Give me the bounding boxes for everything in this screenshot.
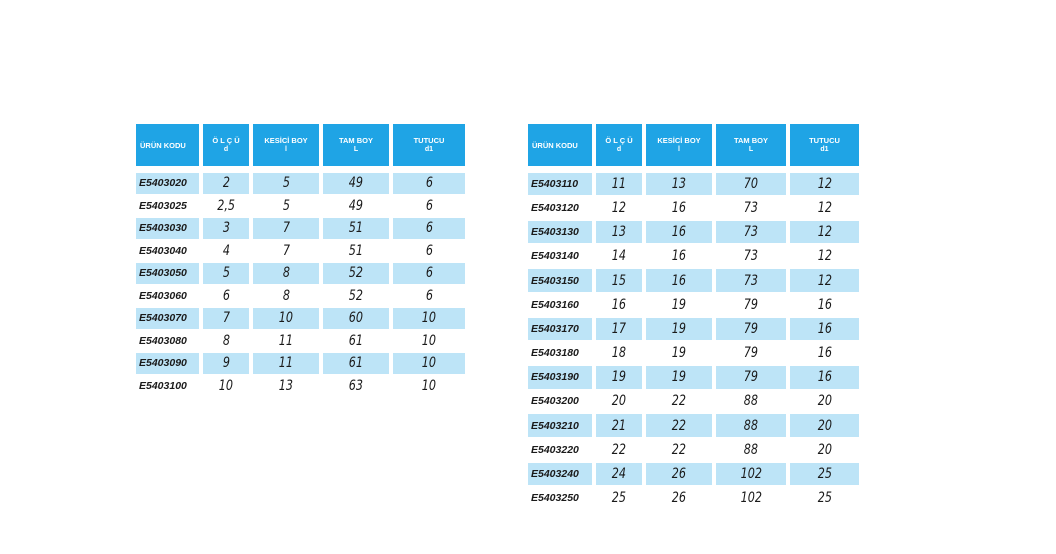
cell-product-code bbox=[528, 366, 592, 389]
cell-total-length bbox=[323, 308, 389, 329]
cell-holder-text: 25 bbox=[817, 466, 832, 482]
cell-total-length-text: 60 bbox=[348, 310, 364, 326]
cell-holder-text: 16 bbox=[817, 296, 832, 313]
cell-size bbox=[203, 240, 249, 261]
cell-total-length-text: 79 bbox=[743, 320, 759, 337]
cell-total-length-text: 88 bbox=[743, 393, 759, 410]
table-row bbox=[136, 195, 465, 218]
cell-product-code-text: E5403070 bbox=[139, 312, 187, 324]
header-product-code: ÜRÜN KODU bbox=[136, 124, 199, 166]
cell-size-text: 22 bbox=[611, 441, 627, 458]
cell-product-code bbox=[136, 195, 199, 216]
cell-total-length-text: 73 bbox=[743, 224, 759, 241]
cell-cutting-length-text: 10 bbox=[278, 310, 294, 326]
cell-cutting-length bbox=[646, 269, 712, 292]
cell-holder bbox=[790, 293, 859, 316]
cell-holder bbox=[393, 218, 465, 239]
cell-product-code-text: E5403250 bbox=[531, 492, 579, 505]
header-total-length: TAM BOY L bbox=[716, 124, 786, 166]
cell-holder bbox=[790, 173, 859, 196]
table-row bbox=[136, 375, 465, 398]
cell-size-text: 17 bbox=[611, 320, 627, 337]
cell-total-length-text: 102 bbox=[740, 466, 762, 482]
cell-holder-text: 6 bbox=[425, 175, 433, 191]
cell-product-code bbox=[136, 308, 199, 329]
cell-total-length-text: 79 bbox=[743, 296, 759, 313]
cell-size-text: 14 bbox=[611, 248, 627, 265]
cell-size bbox=[203, 308, 249, 329]
cell-holder bbox=[393, 285, 465, 306]
cell-size bbox=[203, 285, 249, 306]
cell-product-code-text: E5403090 bbox=[139, 357, 187, 369]
table-row bbox=[528, 414, 859, 438]
cell-size bbox=[596, 293, 642, 316]
table-row bbox=[528, 172, 859, 196]
table-row bbox=[136, 172, 465, 195]
table-row bbox=[528, 269, 859, 293]
cell-size bbox=[596, 197, 642, 220]
cell-cutting-length-text: 19 bbox=[671, 296, 687, 313]
cell-size-text: 25 bbox=[611, 490, 627, 507]
cell-cutting-length-text: 22 bbox=[671, 441, 687, 458]
cell-size-text: 2 bbox=[222, 175, 230, 191]
cell-total-length-text: 51 bbox=[348, 220, 364, 236]
cell-total-length-text: 49 bbox=[348, 175, 364, 191]
cell-cutting-length-text: 7 bbox=[282, 242, 290, 259]
header-total-length: TAM BOY L bbox=[323, 124, 389, 166]
cell-holder bbox=[790, 318, 859, 341]
cell-size bbox=[203, 218, 249, 239]
cell-size-text: 4 bbox=[222, 242, 230, 259]
cell-size-text: 10 bbox=[218, 377, 234, 394]
cell-cutting-length bbox=[646, 487, 712, 510]
cell-size bbox=[596, 463, 642, 486]
cell-total-length bbox=[323, 173, 389, 194]
cell-product-code bbox=[136, 375, 199, 396]
cell-size-text: 19 bbox=[611, 369, 627, 386]
cell-total-length bbox=[716, 390, 786, 413]
cell-size bbox=[203, 263, 249, 284]
cell-holder bbox=[393, 353, 465, 374]
cell-total-length bbox=[716, 197, 786, 220]
table-row bbox=[528, 245, 859, 269]
cell-size bbox=[596, 221, 642, 244]
cell-product-code bbox=[528, 439, 592, 462]
header-size: Ö L Ç Ü d bbox=[596, 124, 642, 166]
cell-size-text: 7 bbox=[222, 310, 230, 326]
cell-size bbox=[596, 245, 642, 268]
cell-holder bbox=[393, 263, 465, 284]
cell-total-length-text: 79 bbox=[743, 369, 759, 386]
cell-cutting-length bbox=[646, 221, 712, 244]
cell-size bbox=[596, 487, 642, 510]
cell-holder bbox=[393, 375, 465, 396]
cell-total-length bbox=[323, 195, 389, 216]
cell-holder-text: 10 bbox=[421, 377, 437, 394]
cell-total-length-text: 61 bbox=[348, 332, 364, 349]
cell-cutting-length bbox=[253, 173, 319, 194]
cell-product-code bbox=[528, 269, 592, 292]
header-holder: TUTUCU d1 bbox=[790, 124, 859, 166]
cell-size-text: 16 bbox=[611, 296, 627, 313]
cell-cutting-length-text: 16 bbox=[671, 248, 687, 265]
cell-holder bbox=[790, 197, 859, 220]
cell-cutting-length-text: 16 bbox=[671, 272, 687, 289]
header-cutting-length: KESİCİ BOY l bbox=[253, 124, 319, 166]
cell-cutting-length-text: 26 bbox=[671, 490, 687, 507]
cell-product-code bbox=[528, 342, 592, 365]
cell-size bbox=[203, 353, 249, 374]
cell-product-code-text: E5403040 bbox=[139, 244, 187, 257]
cell-product-code bbox=[136, 240, 199, 261]
cell-product-code bbox=[528, 173, 592, 196]
table-row bbox=[528, 220, 859, 244]
cell-total-length-text: 52 bbox=[348, 287, 364, 304]
cell-cutting-length-text: 11 bbox=[278, 355, 294, 371]
cell-holder-text: 20 bbox=[817, 417, 832, 434]
cell-size-text: 24 bbox=[611, 466, 627, 482]
cell-cutting-length bbox=[646, 245, 712, 268]
cell-holder bbox=[790, 463, 859, 486]
cell-cutting-length-text: 13 bbox=[671, 175, 687, 192]
cell-size-text: 20 bbox=[611, 393, 627, 410]
table-row bbox=[528, 366, 859, 390]
cell-product-code-text: E5403030 bbox=[139, 222, 187, 234]
cell-cutting-length bbox=[646, 414, 712, 437]
cell-total-length-text: 88 bbox=[743, 441, 759, 458]
cell-size bbox=[596, 414, 642, 437]
cell-product-code bbox=[528, 463, 592, 486]
cell-size bbox=[203, 330, 249, 351]
table-row bbox=[136, 240, 465, 263]
cell-size bbox=[203, 195, 249, 216]
cell-cutting-length-text: 11 bbox=[278, 332, 294, 349]
cell-total-length bbox=[323, 285, 389, 306]
cell-holder bbox=[790, 439, 859, 462]
table-row bbox=[136, 262, 465, 285]
table-row bbox=[528, 293, 859, 317]
cell-holder-text: 16 bbox=[817, 369, 832, 386]
cell-holder-text: 12 bbox=[817, 199, 832, 216]
cell-cutting-length bbox=[253, 263, 319, 284]
cell-product-code-text: E5403130 bbox=[531, 226, 579, 239]
cell-total-length-text: 73 bbox=[743, 199, 759, 216]
cell-total-length-text: 73 bbox=[743, 272, 759, 289]
cell-total-length bbox=[716, 221, 786, 244]
cell-product-code-text: E5403025 bbox=[139, 199, 187, 212]
header-size: Ö L Ç Ü d bbox=[203, 124, 249, 166]
cell-product-code-text: E5403180 bbox=[531, 347, 579, 360]
cell-cutting-length bbox=[253, 218, 319, 239]
table-header bbox=[528, 124, 859, 166]
cell-size-text: 13 bbox=[611, 224, 627, 241]
cell-product-code-text: E5403050 bbox=[139, 267, 187, 279]
cell-holder bbox=[393, 195, 465, 216]
cell-holder-text: 20 bbox=[817, 393, 832, 410]
cell-total-length-text: 73 bbox=[743, 248, 759, 265]
table-row bbox=[528, 196, 859, 220]
table-row bbox=[528, 390, 859, 414]
cell-size bbox=[596, 439, 642, 462]
cell-total-length bbox=[323, 263, 389, 284]
cell-holder bbox=[790, 342, 859, 365]
cell-holder-text: 6 bbox=[425, 265, 433, 281]
cell-holder-text: 6 bbox=[425, 220, 433, 236]
cell-total-length bbox=[716, 173, 786, 196]
cell-product-code-text: E5403080 bbox=[139, 334, 187, 347]
cell-product-code-text: E5403140 bbox=[531, 250, 579, 263]
table-row bbox=[136, 330, 465, 353]
cell-cutting-length bbox=[646, 366, 712, 389]
cell-product-code bbox=[136, 218, 199, 239]
cell-product-code-text: E5403020 bbox=[139, 177, 187, 189]
cell-product-code bbox=[136, 263, 199, 284]
cell-cutting-length-text: 8 bbox=[282, 265, 290, 281]
cell-product-code-text: E5403200 bbox=[531, 395, 579, 408]
cell-size bbox=[596, 390, 642, 413]
product-table-right bbox=[528, 124, 859, 511]
cell-holder-text: 12 bbox=[817, 224, 832, 241]
cell-total-length bbox=[716, 245, 786, 268]
cell-total-length bbox=[716, 463, 786, 486]
cell-cutting-length-text: 19 bbox=[671, 320, 687, 337]
cell-product-code bbox=[528, 293, 592, 316]
cell-holder bbox=[790, 487, 859, 510]
cell-cutting-length bbox=[253, 285, 319, 306]
cell-total-length-text: 88 bbox=[743, 417, 759, 434]
cell-total-length bbox=[323, 218, 389, 239]
cell-cutting-length-text: 7 bbox=[282, 220, 290, 236]
cell-product-code bbox=[528, 414, 592, 437]
cell-cutting-length-text: 5 bbox=[282, 175, 290, 191]
cell-holder bbox=[790, 366, 859, 389]
cell-cutting-length-text: 19 bbox=[671, 369, 687, 386]
cell-total-length-text: 61 bbox=[348, 355, 364, 371]
cell-size-text: 8 bbox=[222, 332, 230, 349]
cell-cutting-length bbox=[646, 173, 712, 196]
table-row bbox=[528, 486, 859, 510]
cell-size bbox=[203, 375, 249, 396]
cell-cutting-length-text: 26 bbox=[671, 466, 687, 482]
cell-cutting-length bbox=[646, 293, 712, 316]
cell-product-code-text: E5403170 bbox=[531, 322, 579, 335]
header-holder: TUTUCU d1 bbox=[393, 124, 465, 166]
cell-size-text: 2,5 bbox=[217, 197, 235, 214]
cell-holder bbox=[393, 173, 465, 194]
cell-holder-text: 10 bbox=[421, 310, 437, 326]
table-header bbox=[136, 124, 465, 166]
cell-total-length-text: 70 bbox=[743, 175, 759, 192]
cell-total-length bbox=[323, 330, 389, 351]
cell-product-code bbox=[528, 197, 592, 220]
cell-cutting-length-text: 16 bbox=[671, 224, 687, 241]
cell-cutting-length bbox=[646, 342, 712, 365]
cell-cutting-length-text: 16 bbox=[671, 199, 687, 216]
cell-holder-text: 16 bbox=[817, 320, 832, 337]
cell-product-code-text: E5403160 bbox=[531, 298, 579, 311]
cell-cutting-length-text: 22 bbox=[671, 417, 687, 434]
cell-total-length-text: 49 bbox=[348, 197, 364, 214]
product-table-left bbox=[136, 124, 465, 397]
cell-total-length bbox=[716, 414, 786, 437]
table-row bbox=[136, 217, 465, 240]
cell-product-code-text: E5403220 bbox=[531, 443, 579, 456]
cell-size-text: 3 bbox=[222, 220, 230, 236]
cell-size bbox=[596, 366, 642, 389]
cell-holder bbox=[393, 240, 465, 261]
cell-size-text: 5 bbox=[222, 265, 230, 281]
cell-size bbox=[596, 342, 642, 365]
cell-holder bbox=[393, 330, 465, 351]
cell-holder-text: 12 bbox=[817, 248, 832, 265]
cell-size bbox=[203, 173, 249, 194]
cell-holder bbox=[790, 245, 859, 268]
table-row bbox=[528, 438, 859, 462]
table-row bbox=[136, 307, 465, 330]
cell-product-code bbox=[136, 285, 199, 306]
cell-product-code-text: E5403120 bbox=[531, 201, 579, 214]
cell-total-length bbox=[323, 375, 389, 396]
cell-holder-text: 12 bbox=[817, 175, 832, 192]
header-product-code: ÜRÜN KODU bbox=[528, 124, 592, 166]
cell-cutting-length-text: 5 bbox=[282, 197, 290, 214]
cell-product-code-text: E5403060 bbox=[139, 289, 187, 302]
cell-cutting-length bbox=[646, 390, 712, 413]
cell-holder-text: 20 bbox=[817, 441, 832, 458]
cell-total-length-text: 52 bbox=[348, 265, 364, 281]
table-row bbox=[528, 462, 859, 486]
cell-total-length bbox=[323, 353, 389, 374]
table-row bbox=[136, 352, 465, 375]
cell-total-length bbox=[716, 318, 786, 341]
table-row bbox=[136, 285, 465, 308]
cell-product-code-text: E5403210 bbox=[531, 419, 579, 432]
cell-size-text: 21 bbox=[611, 417, 627, 434]
cell-size bbox=[596, 318, 642, 341]
cell-size-text: 12 bbox=[611, 199, 627, 216]
header-cutting-length: KESİCİ BOY l bbox=[646, 124, 712, 166]
cell-cutting-length bbox=[646, 439, 712, 462]
cell-product-code-text: E5403240 bbox=[531, 468, 579, 480]
cell-total-length bbox=[716, 439, 786, 462]
cell-holder-text: 6 bbox=[425, 242, 433, 259]
cell-total-length bbox=[716, 269, 786, 292]
cell-size-text: 6 bbox=[222, 287, 230, 304]
table-row bbox=[528, 317, 859, 341]
cell-cutting-length bbox=[253, 330, 319, 351]
cell-size-text: 18 bbox=[611, 345, 627, 362]
cell-holder bbox=[790, 414, 859, 437]
cell-holder-text: 25 bbox=[817, 490, 832, 507]
cell-cutting-length bbox=[253, 375, 319, 396]
cell-product-code bbox=[528, 487, 592, 510]
cell-size bbox=[596, 269, 642, 292]
table-row bbox=[528, 341, 859, 365]
cell-product-code-text: E5403110 bbox=[531, 177, 579, 190]
cell-cutting-length-text: 22 bbox=[671, 393, 687, 410]
cell-holder-text: 12 bbox=[817, 272, 832, 289]
cell-size-text: 9 bbox=[222, 355, 230, 371]
cell-total-length bbox=[323, 240, 389, 261]
cell-total-length bbox=[716, 342, 786, 365]
cell-total-length-text: 63 bbox=[348, 377, 364, 394]
cell-holder bbox=[393, 308, 465, 329]
cell-total-length-text: 51 bbox=[348, 242, 364, 259]
cell-cutting-length bbox=[646, 318, 712, 341]
cell-total-length bbox=[716, 366, 786, 389]
cell-holder-text: 6 bbox=[425, 287, 433, 304]
cell-size-text: 11 bbox=[611, 175, 627, 192]
cell-product-code bbox=[136, 173, 199, 194]
cell-cutting-length bbox=[253, 195, 319, 216]
cell-cutting-length bbox=[646, 197, 712, 220]
cell-holder-text: 6 bbox=[425, 197, 433, 214]
cell-cutting-length bbox=[253, 308, 319, 329]
cell-product-code-text: E5403150 bbox=[531, 274, 579, 287]
cell-product-code bbox=[136, 330, 199, 351]
cell-holder bbox=[790, 269, 859, 292]
cell-product-code bbox=[528, 221, 592, 244]
cell-cutting-length-text: 8 bbox=[282, 287, 290, 304]
cell-holder bbox=[790, 221, 859, 244]
cell-total-length bbox=[716, 293, 786, 316]
cell-size-text: 15 bbox=[611, 272, 627, 289]
cell-size bbox=[596, 173, 642, 196]
cell-cutting-length bbox=[253, 240, 319, 261]
cell-product-code bbox=[528, 245, 592, 268]
cell-product-code-text: E5403100 bbox=[139, 379, 187, 392]
cell-product-code bbox=[528, 390, 592, 413]
cell-holder-text: 10 bbox=[421, 332, 437, 349]
cell-holder bbox=[790, 390, 859, 413]
cell-cutting-length bbox=[646, 463, 712, 486]
cell-total-length bbox=[716, 487, 786, 510]
cell-total-length-text: 102 bbox=[740, 490, 762, 507]
cell-cutting-length-text: 13 bbox=[278, 377, 294, 394]
cell-product-code bbox=[136, 353, 199, 374]
cell-total-length-text: 79 bbox=[743, 345, 759, 362]
cell-product-code bbox=[528, 318, 592, 341]
cell-product-code-text: E5403190 bbox=[531, 371, 579, 384]
cell-cutting-length bbox=[253, 353, 319, 374]
cell-holder-text: 10 bbox=[421, 355, 437, 371]
cell-holder-text: 16 bbox=[817, 345, 832, 362]
cell-cutting-length-text: 19 bbox=[671, 345, 687, 362]
